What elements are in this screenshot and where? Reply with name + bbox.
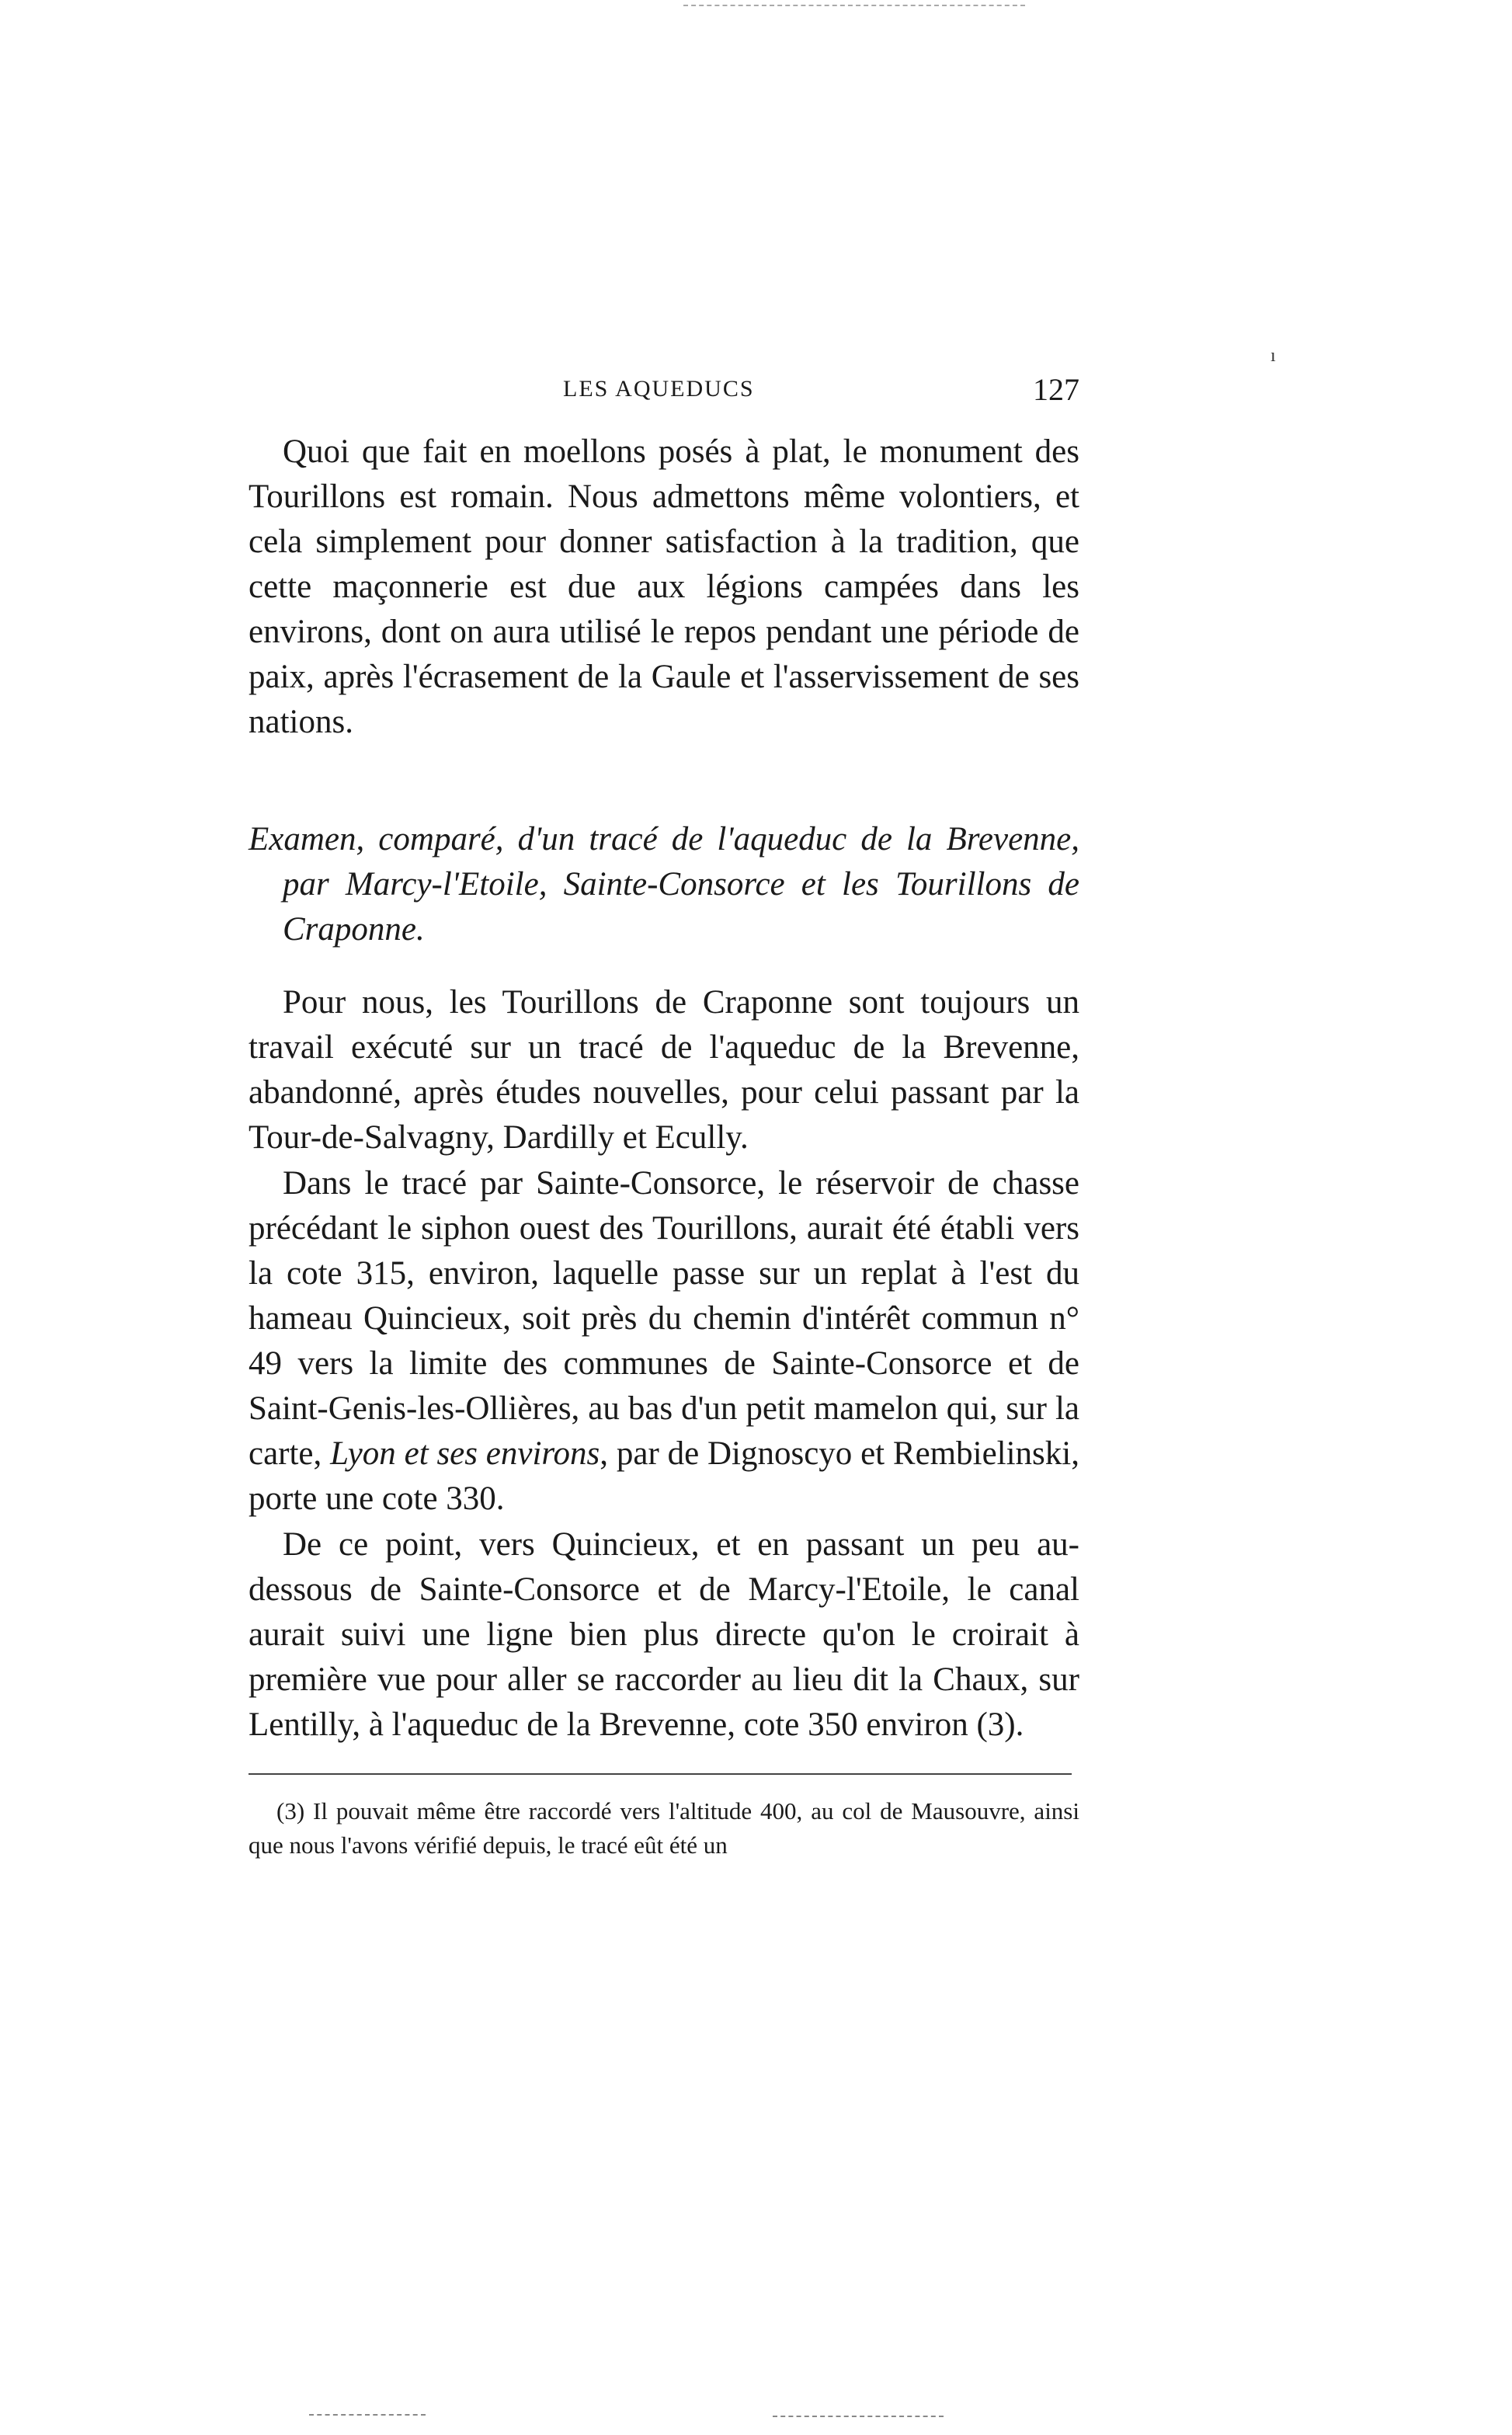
map-title: Lyon et ses environs bbox=[330, 1435, 600, 1472]
page-number: 127 bbox=[1033, 372, 1079, 407]
paragraph-craponne-trace: Pour nous, les Tourillons de Craponne sont toujours un travail exécuté sur un tracé de l'aqueduc de la Brevenne, abandonné, après études nouvelles, pour celui passant par la Tour-de-Salvagny, Dardilly et Ecully. bbox=[249, 984, 1079, 1156]
stray-ink-mark: ı bbox=[1270, 346, 1276, 366]
section-heading: Examen, comparé, d'un tracé de l'aqueduc de la Brevenne, par Marcy-l'Etoile, Sainte-Consorce et les Tourillons de Craponne. bbox=[249, 821, 1079, 948]
scan-edge-line bbox=[773, 2416, 944, 2417]
footnote-divider bbox=[249, 1773, 1072, 1775]
page-header bbox=[249, 371, 1079, 418]
paragraph-sainte-consorce bbox=[249, 1161, 1079, 1522]
paragraph-text: Dans le tracé par Sainte-Consorce, le réservoir de chasse précédant le siphon ouest des Tourillons, aurait été établi vers la cote 315, environ, laquelle passe sur un replat à l'est du hameau Quincieux, soit près du chemin d'intérêt commun n° 49 vers la limite des communes de Sainte-Consorce et de Saint-Genis-les-Ollières, au bas d'un petit mamelon qui, sur la carte, bbox=[249, 1165, 1079, 1472]
footnote: (3) Il pouvait même être raccordé vers l'altitude 400, au col de Mausouvre, ainsi que nous l'avons vérifié depuis, le tracé eût été un bbox=[249, 1797, 1079, 1859]
paragraph-quincieux-route: De ce point, vers Quincieux, et en passant un peu au-dessous de Sainte-Consorce et de Marcy-l'Etoile, le canal aurait suivi une ligne bien plus directe qu'on le croirait à première vue pour aller se raccorder au lieu dit la Chaux, sur Lentilly, à l'aqueduc de la Brevenne, cote 350 environ (3). bbox=[249, 1526, 1079, 1743]
paragraph-text: , par de Dignoscyo et Rembielinski, porte une cote 330. bbox=[249, 1435, 1079, 1517]
running-title: LES AQUEDUCS bbox=[563, 376, 755, 402]
paragraph-tourillons-roman: Quoi que fait en moellons posés à plat, le monument des Tourillons est romain. Nous admettons même volontiers, et cela simplement pour donner satisfaction à la tradition, que cette maçonnerie est due aux légions campées dans les environs, dont on aura utilisé le repos pendant une période de paix, après l'écrasement de la Gaule et l'asservissement de ses nations. bbox=[249, 433, 1079, 740]
scan-edge-line bbox=[309, 2414, 426, 2416]
scan-edge-line bbox=[683, 5, 1025, 6]
